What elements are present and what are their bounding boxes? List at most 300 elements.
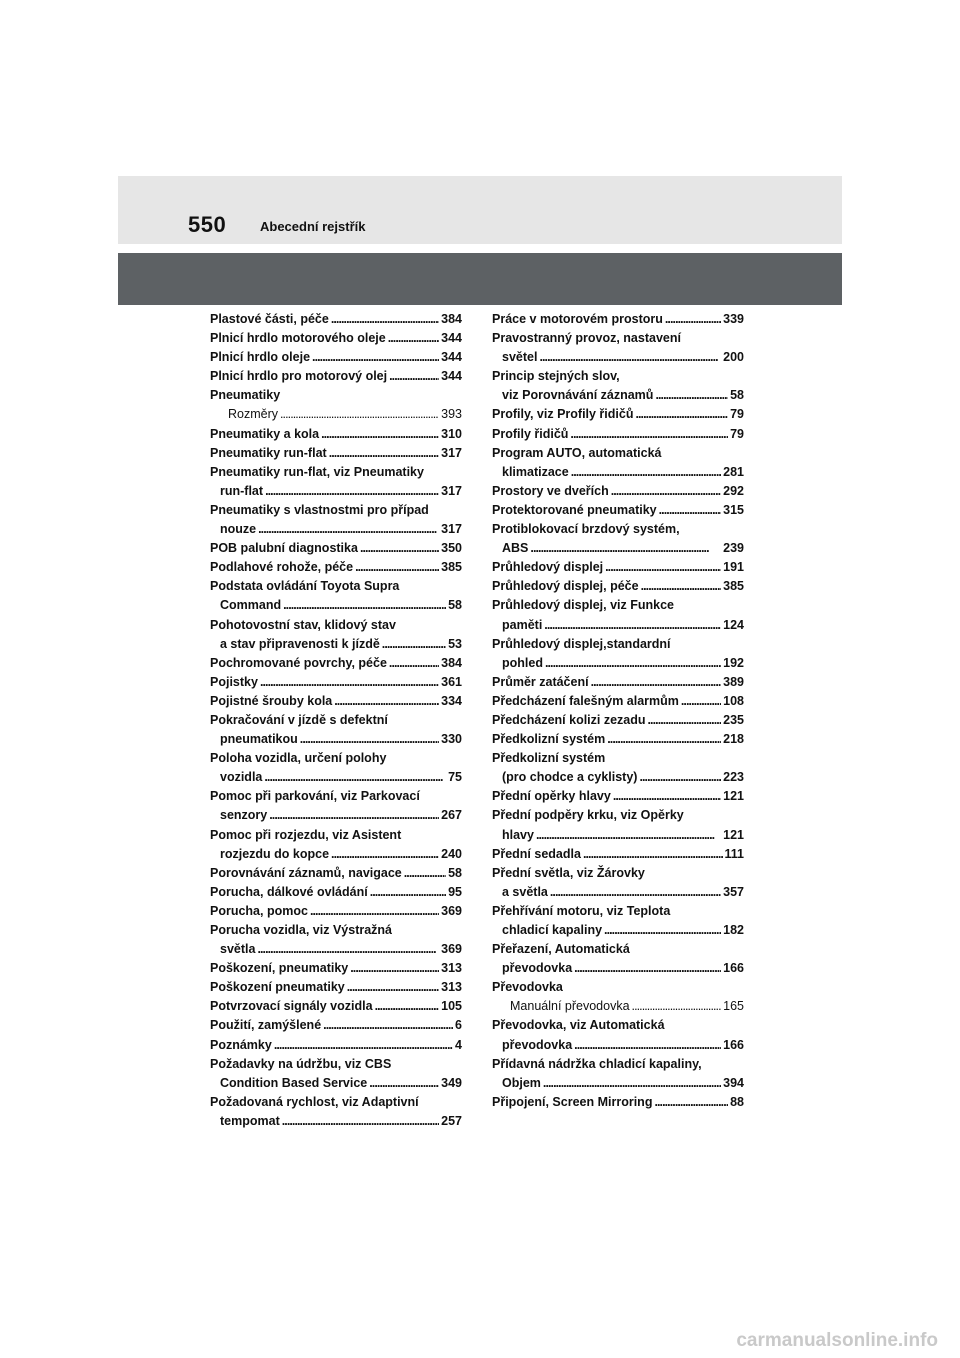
index-term: Poškození pneumatiky — [210, 980, 345, 995]
index-entry-line — [492, 501, 744, 520]
index-entry-line — [492, 978, 744, 997]
index-entry — [210, 826, 462, 864]
dot-leader — [334, 692, 439, 711]
index-term: hlavy — [502, 827, 534, 842]
page-ref: 166 — [723, 1037, 744, 1052]
page-ref: 257 — [441, 1113, 462, 1128]
index-term: Požadovaná rychlost, viz Adaptivní — [210, 1094, 419, 1109]
dot-leader — [388, 329, 439, 348]
index-entry — [492, 864, 744, 902]
index-entry — [492, 978, 744, 1016]
dot-leader — [260, 673, 439, 692]
index-term: Princip stejných slov, — [492, 369, 620, 384]
dot-leader — [544, 616, 721, 635]
index-entry-line — [210, 768, 462, 787]
dot-leader — [283, 596, 446, 615]
index-entry — [492, 405, 744, 424]
index-term: Porucha, pomoc — [210, 903, 308, 918]
index-entry — [210, 864, 462, 883]
index-entry-line — [210, 501, 462, 520]
dot-leader — [389, 367, 439, 386]
index-term: chladicí kapaliny — [502, 923, 603, 937]
page-ref: 200 — [723, 350, 744, 365]
page-ref: 58 — [730, 388, 744, 403]
page-ref: 105 — [441, 999, 462, 1014]
page-ref: 369 — [441, 942, 462, 957]
index-entry — [492, 558, 744, 577]
dot-leader — [639, 768, 721, 787]
index-entry-line — [492, 711, 744, 730]
index-entry-line — [492, 959, 744, 978]
index-subterm: Manuální převodovka — [510, 999, 630, 1014]
index-term: Poznámky — [210, 1037, 272, 1052]
index-term: klimatizace — [502, 464, 569, 479]
index-entry-line — [492, 806, 744, 825]
dot-leader — [389, 654, 439, 673]
index-term: světla — [220, 942, 256, 957]
index-entry-line — [492, 558, 744, 577]
page-ref: 315 — [723, 502, 744, 517]
page-ref: 4 — [455, 1037, 462, 1052]
index-entry-line — [210, 616, 462, 635]
index-entry — [210, 692, 462, 711]
dot-leader — [632, 997, 722, 1016]
index-entry-line — [210, 845, 462, 864]
index-entry-line — [492, 616, 744, 635]
index-term: Porucha, dálkové ovládání — [210, 884, 368, 899]
dot-leader — [310, 902, 439, 921]
page-number: 550 — [188, 212, 227, 237]
index-entry — [210, 444, 462, 463]
index-entry-line — [210, 940, 462, 959]
index-entry-line — [492, 673, 744, 692]
index-entry-line — [492, 1074, 744, 1093]
index-entry — [492, 520, 744, 558]
index-entry-line — [210, 730, 462, 749]
index-term: Přední podpěry krku, viz Opěrky — [492, 808, 684, 823]
index-entry — [210, 673, 462, 692]
dot-leader — [611, 482, 721, 501]
page-ref: 361 — [441, 674, 462, 689]
dot-leader — [545, 654, 721, 673]
index-entry-line — [492, 787, 744, 806]
page-ref: 385 — [441, 560, 462, 575]
dot-leader — [300, 730, 439, 749]
index-entry-line — [210, 711, 462, 730]
page-ref: 344 — [441, 331, 462, 346]
index-entry-line — [210, 539, 462, 558]
dot-leader — [530, 539, 721, 558]
index-entry — [210, 501, 462, 539]
index-entry-line — [492, 654, 744, 673]
header-band — [118, 176, 842, 244]
page-ref: 88 — [730, 1094, 744, 1109]
index-entry-line — [210, 997, 462, 1016]
page-ref: 75 — [448, 770, 462, 785]
dot-leader — [665, 310, 721, 329]
index-term: Připojení, Screen Mirroring — [492, 1094, 653, 1109]
index-term: Prostory ve dveřích — [492, 483, 609, 498]
index-term: viz Porovnávání záznamů — [502, 388, 654, 403]
page-ref: 330 — [441, 732, 462, 747]
index-entry — [210, 367, 462, 386]
index-term: Pneumatiky run-flat — [210, 445, 327, 460]
index-term: Podlahové rohože, péče — [210, 560, 354, 575]
page-ref: 192 — [723, 655, 744, 670]
index-entry-line — [492, 539, 744, 558]
index-entry — [492, 806, 744, 844]
index-entry — [210, 997, 462, 1016]
index-term: a stav připravenosti k jízdě — [220, 636, 380, 651]
index-term: Pneumatiky — [210, 388, 281, 403]
index-entry — [492, 940, 744, 978]
index-term: Použití, zamýšlené — [210, 1018, 322, 1033]
index-term: převodovka — [502, 1037, 573, 1052]
index-entry-line — [210, 978, 462, 997]
page-ref: 394 — [723, 1075, 744, 1090]
index-term: Pneumatiky a kola — [210, 426, 320, 441]
index-term: paměti — [502, 617, 543, 632]
index-term: ABS — [502, 541, 529, 556]
index-entry — [210, 577, 462, 615]
index-entry-line — [210, 635, 462, 654]
page-ref: 317 — [441, 483, 462, 498]
index-entry — [210, 1055, 462, 1093]
index-entry — [210, 1093, 462, 1131]
dot-leader — [347, 978, 439, 997]
index-entry — [210, 902, 462, 921]
watermark: carmanualsonline.info — [736, 1330, 938, 1351]
page-ref: 357 — [723, 884, 744, 899]
index-term: Pneumatiky run-flat, viz Pneumatiky — [210, 464, 424, 479]
page-ref: 310 — [441, 426, 462, 441]
index-entry-line — [210, 367, 462, 386]
dot-leader — [264, 768, 446, 787]
index-term: Pohotovostní stav, klidový stav — [210, 617, 396, 632]
index-term: Plnicí hrdlo oleje — [210, 350, 311, 365]
dot-leader — [681, 692, 721, 711]
index-entry — [210, 787, 462, 825]
index-entry — [210, 463, 462, 501]
index-term: Protiblokovací brzdový systém, — [492, 522, 680, 537]
dot-leader — [329, 444, 439, 463]
page-ref: 58 — [448, 598, 462, 613]
index-entry — [492, 329, 744, 367]
page-ref: 166 — [723, 961, 744, 976]
page-ref: 6 — [455, 1018, 462, 1033]
dot-leader — [659, 501, 722, 520]
page-ref: 350 — [441, 541, 462, 556]
index-term: Porucha vozidla, viz Výstražná — [210, 923, 393, 937]
dot-leader — [331, 845, 439, 864]
dot-leader — [265, 482, 439, 501]
page-ref: 313 — [441, 980, 462, 995]
dot-leader — [355, 558, 439, 577]
dot-leader — [550, 883, 721, 902]
page-ref: 79 — [730, 426, 744, 441]
index-entry-line — [210, 1055, 462, 1074]
page-ref: 384 — [441, 655, 462, 670]
index-entry — [492, 1093, 744, 1112]
page-ref: 223 — [723, 770, 744, 785]
page-ref: 369 — [441, 903, 462, 918]
index-term: světel — [502, 350, 538, 365]
index-entry-line — [210, 749, 462, 768]
index-entry-line — [492, 444, 744, 463]
index-entry-line — [492, 940, 744, 959]
index-entry-line — [210, 558, 462, 577]
index-term: Předkolizní systém — [492, 732, 606, 747]
dot-leader — [539, 348, 721, 367]
index-term: Průhledový displej, viz Funkce — [492, 598, 674, 613]
index-entry — [492, 310, 744, 329]
index-entry — [210, 883, 462, 902]
page-ref: 79 — [730, 407, 744, 422]
index-entry — [492, 482, 744, 501]
dot-leader — [574, 1036, 721, 1055]
header-dark-bar — [118, 253, 842, 305]
page-ref: 349 — [441, 1075, 462, 1090]
page-ref: 334 — [441, 693, 462, 708]
index-entry — [492, 787, 744, 806]
index-term: Přeřazení, Automatická — [492, 942, 630, 957]
page-ref: 121 — [723, 789, 744, 804]
index-entry-line — [210, 425, 462, 444]
index-entry — [492, 367, 744, 405]
index-term: Plnicí hrdlo pro motorový olej — [210, 369, 388, 384]
index-term: (pro chodce a cyklisty) — [502, 770, 638, 785]
index-term: Pojistky — [210, 674, 258, 689]
page-ref: 165 — [723, 999, 744, 1014]
index-term: Průhledový displej,standardní — [492, 636, 671, 651]
page-ref: 240 — [441, 846, 462, 861]
index-entry — [492, 673, 744, 692]
dot-leader — [648, 711, 722, 730]
index-term: Průměr zatáčení — [492, 674, 589, 689]
index-entry — [492, 444, 744, 482]
index-term: Profily řidičů — [492, 426, 569, 441]
dot-leader — [369, 1074, 439, 1093]
index-entry — [492, 902, 744, 940]
page-ref: 191 — [723, 560, 744, 575]
dot-leader — [571, 463, 721, 482]
dot-leader — [282, 1112, 439, 1131]
index-column-left — [210, 310, 462, 1131]
dot-leader — [591, 673, 722, 692]
index-term: Pravostranný provoz, nastavení — [492, 331, 681, 346]
dot-leader — [375, 997, 440, 1016]
index-entry — [492, 425, 744, 444]
page-ref: 281 — [723, 464, 744, 479]
index-entry-line — [210, 654, 462, 673]
dot-leader — [274, 1036, 453, 1055]
dot-leader — [604, 921, 721, 940]
dot-leader — [574, 959, 721, 978]
index-term: Průhledový displej, péče — [492, 579, 639, 594]
index-term: Profily, viz Profily řidičů — [492, 407, 634, 422]
index-entry — [492, 635, 744, 673]
dot-leader — [605, 558, 721, 577]
index-entry-line — [210, 348, 462, 367]
index-entry-line — [492, 692, 744, 711]
index-entry-line — [210, 921, 462, 940]
index-term: Condition Based Service — [220, 1075, 368, 1090]
index-entry — [492, 692, 744, 711]
index-entry-line — [210, 692, 462, 711]
dot-leader — [641, 577, 722, 596]
dot-leader — [607, 730, 721, 749]
index-entry-line — [210, 673, 462, 692]
page-ref: 95 — [448, 884, 462, 899]
page-ref: 384 — [441, 312, 462, 326]
dot-leader — [370, 883, 446, 902]
index-entry — [210, 310, 462, 329]
index-entry — [210, 978, 462, 997]
index-term: Pomoc při rozjezdu, viz Asistent — [210, 827, 402, 842]
page-ref: 58 — [448, 865, 462, 880]
dot-leader — [583, 845, 723, 864]
page-ref: 317 — [441, 522, 462, 537]
dot-leader — [543, 1074, 721, 1093]
dot-leader — [312, 348, 439, 367]
index-entry-line — [492, 329, 744, 348]
page-ref: 344 — [441, 350, 462, 365]
index-entry-line — [492, 577, 744, 596]
dot-leader — [350, 959, 439, 978]
index-entry-line — [492, 596, 744, 615]
index-term: Přední světla, viz Žárovky — [492, 865, 645, 880]
dot-leader — [404, 864, 446, 883]
index-term: Předkolizní systém — [492, 751, 606, 766]
page-ref: 344 — [441, 369, 462, 384]
index-entry — [210, 921, 462, 959]
index-entry — [210, 711, 462, 749]
page-ref: 339 — [723, 312, 744, 326]
index-column-right — [492, 310, 744, 1112]
index-entry — [210, 329, 462, 348]
page-ref: 393 — [441, 407, 462, 422]
index-entry-line — [210, 883, 462, 902]
index-entry-line — [492, 367, 744, 386]
index-subentry-line — [492, 997, 744, 1016]
index-term: rozjezdu do kopce — [220, 846, 330, 861]
index-term: senzory — [220, 808, 268, 823]
dot-leader — [258, 520, 439, 539]
index-term: Objem — [502, 1075, 541, 1090]
index-term: Plnicí hrdlo motorového oleje — [210, 331, 386, 346]
page-ref: 108 — [723, 693, 744, 708]
index-term: a světla — [502, 884, 548, 899]
index-entry — [210, 616, 462, 654]
page-ref: 292 — [723, 483, 744, 498]
index-term: Předcházení kolizi zezadu — [492, 712, 646, 727]
index-term: Podstata ovládání Toyota Supra — [210, 579, 400, 594]
dot-leader — [269, 806, 439, 825]
dot-leader — [635, 405, 728, 424]
page-ref: 313 — [441, 961, 462, 976]
index-entry-line — [492, 749, 744, 768]
index-term: Pojistné šrouby kola — [210, 693, 333, 708]
index-term: Poloha vozidla, určení polohy — [210, 751, 387, 766]
dot-leader — [382, 635, 446, 654]
index-entry-line — [210, 1074, 462, 1093]
index-term: vozidla — [220, 770, 263, 785]
index-entry — [492, 711, 744, 730]
index-entry — [492, 730, 744, 749]
page-ref: 239 — [723, 541, 744, 556]
index-entry-line — [492, 310, 744, 329]
index-entry-line — [210, 1093, 462, 1112]
index-entry-line — [492, 405, 744, 424]
index-entry-line — [210, 444, 462, 463]
index-term: Průhledový displej — [492, 560, 604, 575]
index-term: Pneumatiky s vlastnostmi pro případ — [210, 502, 429, 517]
index-entry-line — [210, 329, 462, 348]
index-entry-line — [210, 310, 462, 329]
index-entry-line — [492, 864, 744, 883]
index-term: Protektorované pneumatiky — [492, 502, 657, 517]
dot-leader — [280, 405, 439, 424]
page-ref: 385 — [723, 579, 744, 594]
page-ref: 182 — [723, 923, 744, 937]
dot-leader — [323, 1016, 453, 1035]
index-entry-line — [210, 826, 462, 845]
index-entry-line — [210, 1036, 462, 1055]
index-entry-line — [492, 1055, 744, 1074]
index-entry-line — [492, 768, 744, 787]
index-entry — [210, 539, 462, 558]
index-subterm: Rozměry — [228, 407, 279, 422]
index-term: Převodovka, viz Automatická — [492, 1018, 665, 1033]
index-term: Přední sedadla — [492, 846, 581, 861]
index-term: Plastové části, péče — [210, 312, 329, 326]
index-entry — [492, 1055, 744, 1093]
index-entry — [210, 654, 462, 673]
dot-leader — [360, 539, 439, 558]
index-entry-line — [210, 1016, 462, 1035]
index-entry — [492, 577, 744, 596]
index-term: pneumatikou — [220, 732, 298, 747]
dot-leader — [257, 940, 439, 959]
index-entry-line — [210, 959, 462, 978]
dot-leader — [321, 425, 439, 444]
index-term: Potvrzovací signály vozidla — [210, 999, 373, 1014]
index-term: tempomat — [220, 1113, 280, 1128]
index-term: Program AUTO, automatická — [492, 445, 662, 460]
index-entry-line — [210, 386, 462, 405]
page-ref: 235 — [723, 712, 744, 727]
page-ref: 124 — [723, 617, 744, 632]
index-entry-line — [210, 577, 462, 596]
index-term: nouze — [220, 522, 257, 537]
page-ref: 111 — [724, 846, 744, 861]
dot-leader — [655, 386, 728, 405]
page-ref: 121 — [723, 827, 744, 842]
page-ref: 389 — [723, 674, 744, 689]
index-entry-line — [492, 1093, 744, 1112]
index-entry — [210, 1016, 462, 1035]
index-entry — [210, 348, 462, 367]
index-entry-line — [492, 482, 744, 501]
index-entry-line — [492, 730, 744, 749]
dot-leader — [331, 310, 439, 329]
index-entry-line — [210, 1112, 462, 1131]
index-entry-line — [492, 635, 744, 654]
index-entry-line — [492, 348, 744, 367]
index-entry-line — [492, 386, 744, 405]
index-term: převodovka — [502, 961, 573, 976]
dot-leader — [570, 425, 728, 444]
